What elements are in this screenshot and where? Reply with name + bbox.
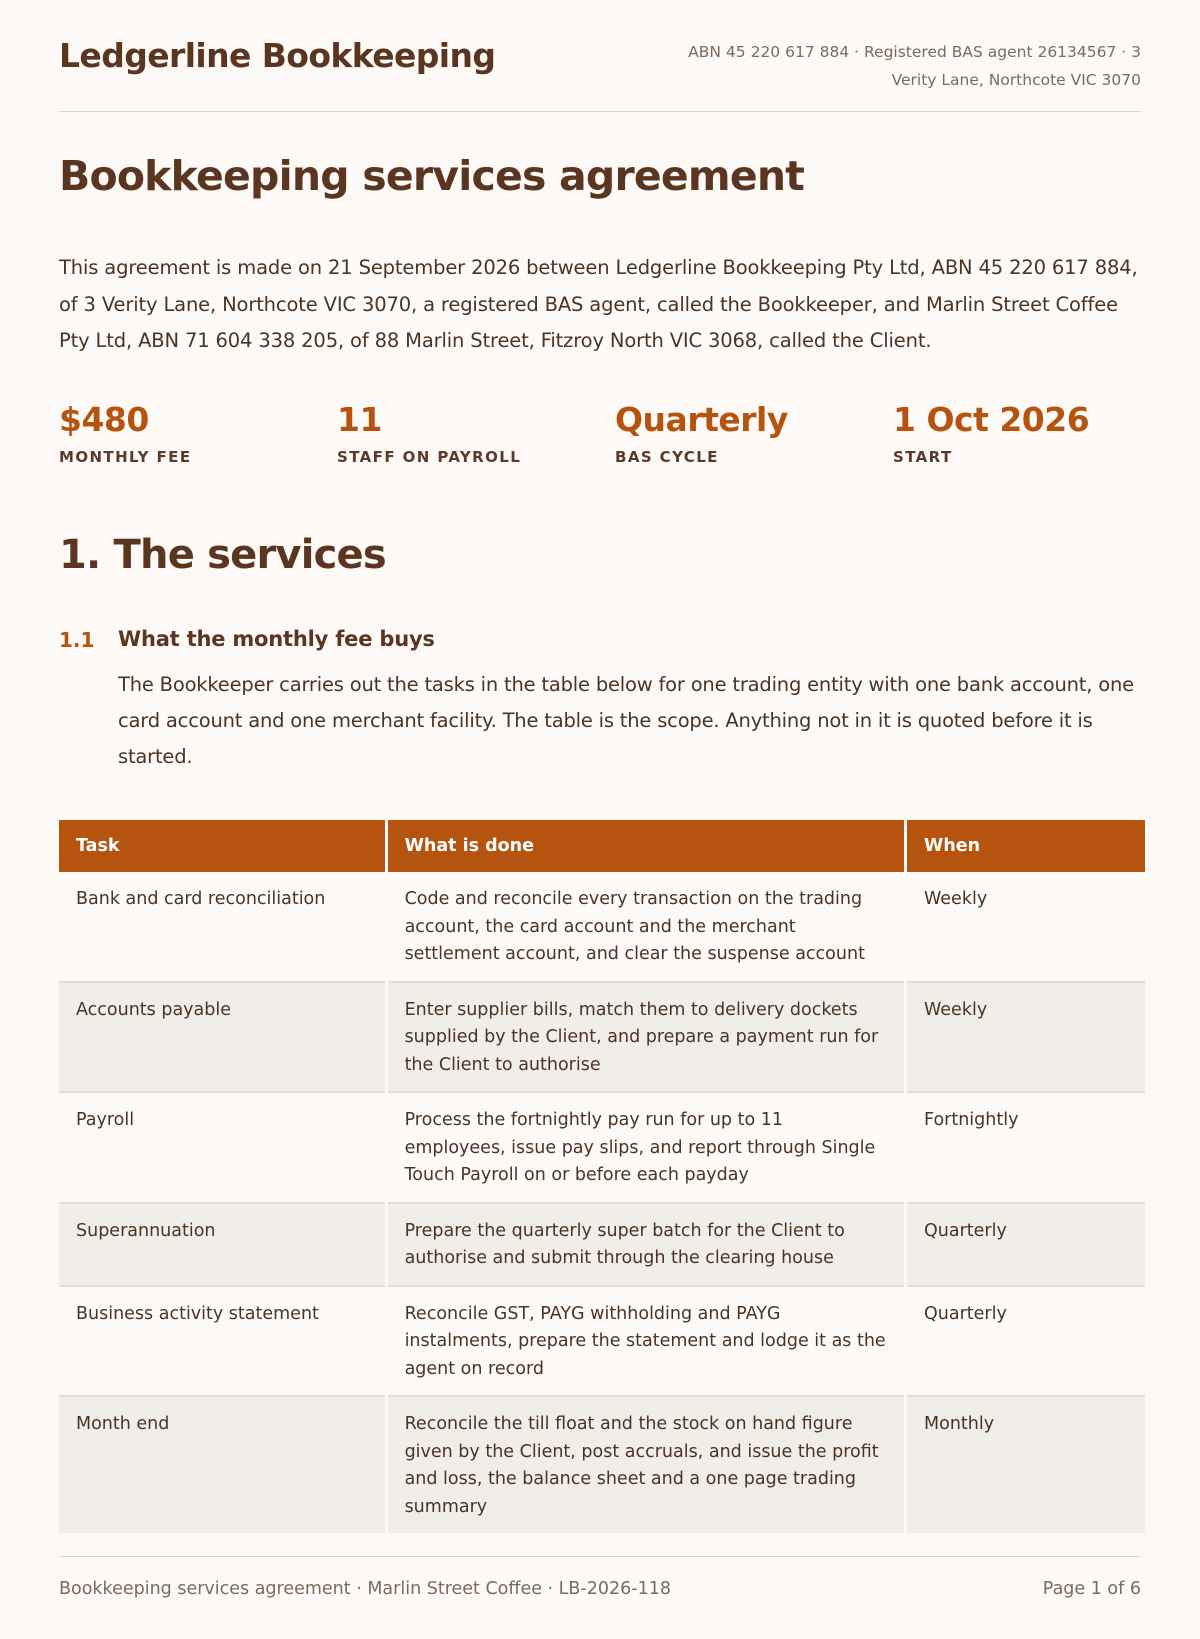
clause-heading: What the monthly fee buys <box>118 627 435 651</box>
frequency-cell: Weekly <box>907 983 1145 1094</box>
frequency-cell: Monthly <box>907 1397 1145 1533</box>
stat-label: MONTHLY FEE <box>59 448 192 466</box>
table-row <box>59 1287 1145 1398</box>
stat-value: $480 <box>59 400 149 439</box>
stat-value: Quarterly <box>615 400 788 439</box>
services-table <box>56 820 1148 1533</box>
company-details <box>621 38 1141 94</box>
frequency-cell: Quarterly <box>907 1287 1145 1398</box>
table-row <box>59 1397 1145 1533</box>
clause-body: The Bookkeeper carries out the tasks in the table below for one trading entity with one bank account, one card account and one merchant facility. The table is the scope. Anything not in it is quoted before it is started. <box>118 673 1134 768</box>
document-page <box>59 0 1141 1639</box>
intro-paragraph: This agreement is made on 21 September 2026 between Ledgerline Bookkeeping Pty Ltd, ABN 45 220 617 884, of 3 Verity Lane, Northcote VIC 3070, a registered BAS agent, called the Bookkeeper, and Marlin Street Coffee Pty Ltd, ABN 71 604 338 205, of 88 Marlin Street, Fitzroy North VIC 3068, called the Client. <box>59 256 1138 352</box>
description-cell: Reconcile the till float and the stock on hand figure given by the Client, post accruals, and issue the profit and loss, the balance sheet and a one page trading summary <box>388 1397 904 1533</box>
description-cell: Process the fortnightly pay run for up to 11 employees, issue pay slips, and report through Single Touch Payroll on or before each payday <box>388 1093 904 1204</box>
stat-label: STAFF ON PAYROLL <box>337 448 522 466</box>
column-header-task: Task <box>59 820 385 872</box>
task-cell: Payroll <box>59 1093 385 1204</box>
description-cell: Code and reconcile every transaction on the trading account, the card account and the merchant settlement account, and clear the suspense account <box>388 872 904 983</box>
company-details-line-2: Verity Lane, Northcote VIC 3070 <box>891 71 1141 89</box>
stat-start <box>893 398 1163 466</box>
task-cell: Business activity statement <box>59 1287 385 1398</box>
table-row <box>59 983 1145 1094</box>
table-row <box>59 872 1145 983</box>
task-cell: Accounts payable <box>59 983 385 1094</box>
description-cell: Prepare the quarterly super batch for the Client to authorise and submit through the clearing house <box>388 1204 904 1287</box>
table-row <box>59 1204 1145 1287</box>
stat-value: 11 <box>337 400 382 439</box>
clause-number: 1.1 <box>59 628 95 652</box>
table-row <box>59 1093 1145 1204</box>
section-heading: 1. The services <box>59 532 386 578</box>
frequency-cell: Quarterly <box>907 1204 1145 1287</box>
stat-label: BAS CYCLE <box>615 448 719 466</box>
page-footer <box>59 1556 1141 1599</box>
stat-label: START <box>893 448 953 466</box>
page-number: Page 1 of 6 <box>1042 1579 1141 1599</box>
frequency-cell: Weekly <box>907 872 1145 983</box>
task-cell: Bank and card reconciliation <box>59 872 385 983</box>
document-title: Bookkeeping services agreement <box>59 152 805 200</box>
frequency-cell: Fortnightly <box>907 1093 1145 1204</box>
task-cell: Superannuation <box>59 1204 385 1287</box>
stat-value: 1 Oct 2026 <box>893 400 1090 439</box>
task-cell: Month end <box>59 1397 385 1533</box>
description-cell: Reconcile GST, PAYG withholding and PAYG instalments, prepare the statement and lodge it as the agent on record <box>388 1287 904 1398</box>
column-header-what-is-done: What is done <box>388 820 904 872</box>
company-name: Ledgerline Bookkeeping <box>59 36 496 75</box>
column-header-when: When <box>907 820 1145 872</box>
stat-staff-on-payroll <box>337 398 607 466</box>
stat-bas-cycle <box>615 398 885 466</box>
table-header-row <box>59 820 1145 872</box>
company-details-line-1: ABN 45 220 617 884 · Registered BAS agent 26134567 · 3 <box>688 43 1141 61</box>
letterhead <box>59 34 1141 112</box>
footer-reference: Bookkeeping services agreement · Marlin Street Coffee · LB-2026-118 <box>59 1579 671 1599</box>
stat-monthly-fee <box>59 398 329 466</box>
description-cell: Enter supplier bills, match them to delivery dockets supplied by the Client, and prepare a payment run for the Client to authorise <box>388 983 904 1094</box>
